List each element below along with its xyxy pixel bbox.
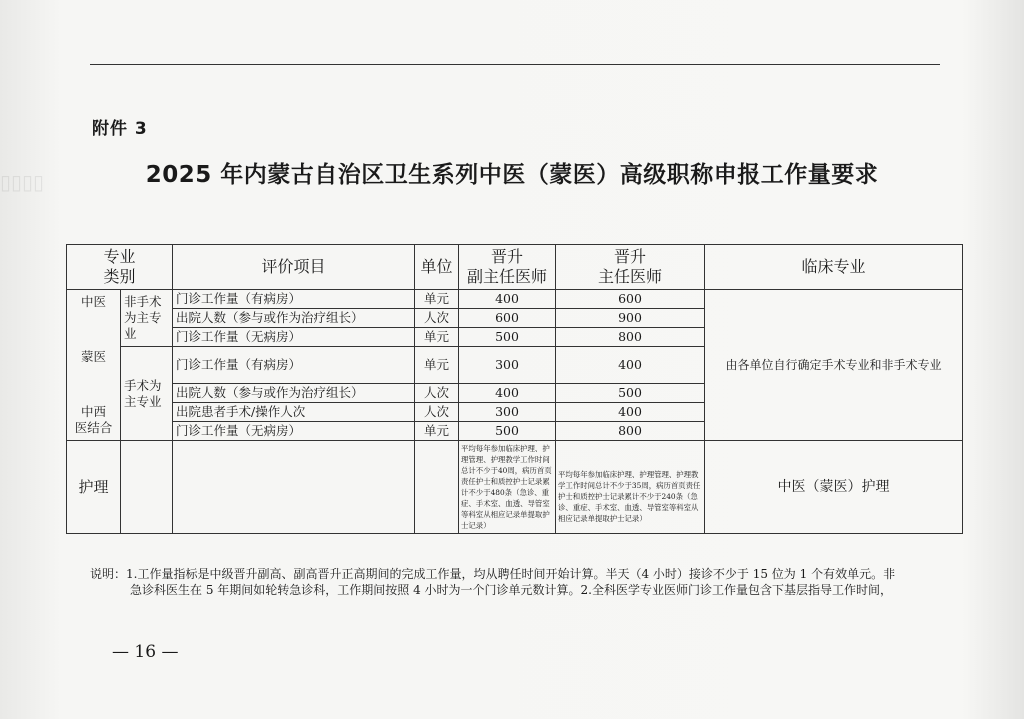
notes: [90, 566, 940, 598]
row-deputy: 500: [459, 328, 556, 347]
row-chief: 400: [556, 347, 705, 384]
row-deputy: 400: [459, 384, 556, 403]
row-item: 门诊工作量（有病房）: [173, 290, 415, 309]
row-deputy: 600: [459, 309, 556, 328]
row-item: 出院人数（参与或作为治疗组长）: [173, 309, 415, 328]
header-clinical: 临床专业: [705, 245, 963, 290]
row-deputy: 300: [459, 403, 556, 422]
document-title-text: 2025 年内蒙古自治区卫生系列中医（蒙医）高级职称申报工作量要求: [145, 162, 879, 188]
header-chief: 晋升 主任医师: [556, 245, 705, 290]
row-unit: 人次: [415, 309, 459, 328]
page-number: — 16 —: [112, 642, 179, 662]
row-unit: 单元: [415, 347, 459, 384]
nursing-chief-note: 平均每年参加临床护理、护理管理、护理教学工作时间总计不少于35周，病历首页责任护士和质控护士记录累计不少于240条（急诊、重症、手术室、血透、导管室等科室从相应记录单提取护士记录）: [556, 441, 705, 534]
empty-cell: [121, 441, 173, 534]
bleed-through-text: ▯▯▯▯: [0, 170, 45, 194]
row-deputy: 400: [459, 290, 556, 309]
category-integrated: 中西 医结合: [74, 404, 113, 435]
row-deputy: 300: [459, 347, 556, 384]
header-deputy: 晋升 副主任医师: [459, 245, 556, 290]
row-unit: 单元: [415, 290, 459, 309]
attachment-label: 附件 3: [92, 119, 148, 139]
row-chief: 800: [556, 422, 705, 441]
row-unit: 单元: [415, 422, 459, 441]
header-category: 专业 类别: [67, 245, 173, 290]
row-item: 门诊工作量（无病房）: [173, 422, 415, 441]
row-chief: 600: [556, 290, 705, 309]
row-deputy: 500: [459, 422, 556, 441]
row-chief: 900: [556, 309, 705, 328]
empty-cell: [173, 441, 415, 534]
row-unit: 人次: [415, 403, 459, 422]
subtype-surgical: 手术为 主专业: [121, 347, 173, 441]
category-cell: [67, 290, 121, 441]
row-item: 门诊工作量（有病房）: [173, 347, 415, 384]
row-item: 出院患者手术/操作人次: [173, 403, 415, 422]
subtype-non-surgical: 非手术 为主专 业: [121, 290, 173, 347]
row-item: 门诊工作量（无病房）: [173, 328, 415, 347]
category-mongolian: 蒙医: [80, 349, 106, 364]
nursing-deputy-note: 平均每年参加临床护理、护理管理、护理教学工作时间总计不少于40周，病历首页责任护士和质控护士记录累计不少于480条（急诊、重症、手术室、血透、导管室等科室从相应记录单提取护士记录）: [459, 441, 556, 534]
notes-line-2: 急诊科医生在 5 年期间如轮转急诊科，工作期间按照 4 小时为一个门诊单元数计算。2.全科医学专业医师门诊工作量包含下基层指导工作时间，: [130, 583, 892, 597]
table-row: [67, 290, 963, 309]
row-chief: 400: [556, 403, 705, 422]
header-unit: 单位: [415, 245, 459, 290]
clinical-note: 由各单位自行确定手术专业和非手术专业: [705, 290, 963, 441]
empty-cell: [415, 441, 459, 534]
row-chief: 500: [556, 384, 705, 403]
document-title: [0, 156, 1024, 189]
top-rule: [90, 64, 940, 65]
nursing-specialty: 中医（蒙医）护理: [705, 441, 963, 534]
row-chief: 800: [556, 328, 705, 347]
row-unit: 人次: [415, 384, 459, 403]
nursing-row: [67, 441, 963, 534]
row-unit: 单元: [415, 328, 459, 347]
row-item: 出院人数（参与或作为治疗组长）: [173, 384, 415, 403]
requirements-table: [66, 244, 963, 534]
table-header-row: [67, 245, 963, 290]
notes-line-1: 说明：1.工作量指标是中级晋升副高、副高晋升正高期间的完成工作量，均从聘任时间开始计算。半天（4 小时）接诊不少于 15 位为 1 个有效单元。非: [90, 567, 896, 581]
category-tcm: 中医: [80, 294, 106, 309]
category-nursing: 护理: [67, 441, 121, 534]
header-item: 评价项目: [173, 245, 415, 290]
